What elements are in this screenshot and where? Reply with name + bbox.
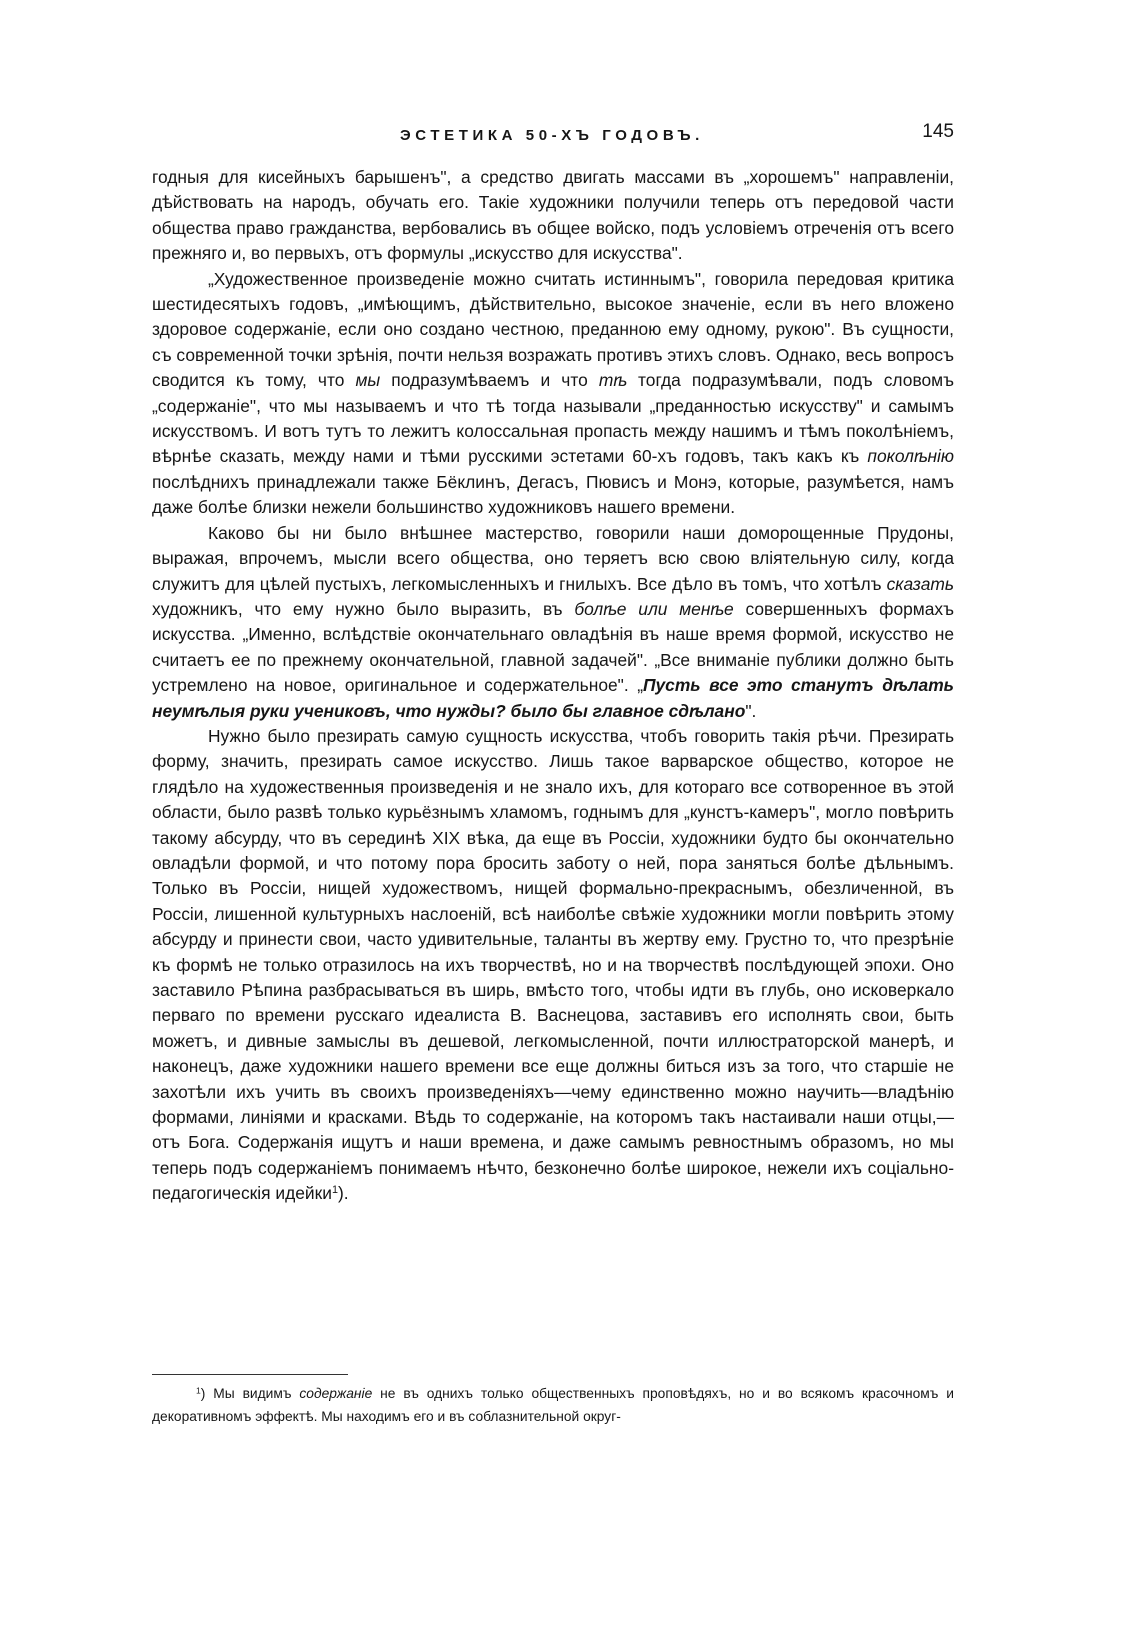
footnote-marker: 1	[196, 1385, 201, 1396]
footnote-divider	[152, 1374, 348, 1375]
paragraph-2: „Художественное произведеніе можно считать истиннымъ", говорила передовая критика шестидесятыхъ годовъ, „имѣющимъ, дѣйствительно, высокое значеніе, если въ него вложено здоровое содержаніе, если оно создано честною, преданною ему одному, рукою". Въ сущности, съ современной точки зрѣнія, почти нельзя возражать противъ этихъ словъ. Однако, весь вопросъ сводится къ тому, что мы подразумѣваемъ и что тѣ тогда подразумѣвали, подъ словомъ „содержаніе", что мы называемъ и что тѣ тогда называли „преданностью искусству" и самымъ искусствомъ. И вотъ тутъ то лежитъ колоссальная пропасть между нашимъ и тѣмъ поколѣніемъ, вѣрнѣе сказать, между нами и тѣми русскими эстетами 60-хъ годовъ, такъ какъ къ поколѣнію послѣднихъ принадлежали также Бёклинъ, Дегасъ, Пювисъ и Монэ, которые, разумѣется, намъ даже болѣе близки нежели большинство художниковъ нашего времени.	[152, 268, 954, 518]
running-title: ЭСТЕТИКА 50-ХЪ ГОДОВЪ.	[400, 127, 704, 144]
footnote-reference: 1	[331, 1184, 338, 1197]
paragraph-1: годныя для кисейныхъ барышенъ", а средство двигать массами въ „хорошемъ" направленіи, дѣйствовать на народъ, обучать его. Такіе художники получили теперь отъ передовой части общества право гражданства, вербовались въ общее войско, подъ условіемъ отреченія отъ всего прежняго и, во первыхъ, отъ формулы „искусство для искусства".	[152, 167, 954, 264]
italic-emphasis: поколѣнію	[867, 446, 954, 467]
italic-emphasis: сказать	[886, 573, 954, 594]
italic-emphasis: мы	[355, 370, 381, 391]
page-number: 145	[922, 121, 954, 142]
paragraph-4: Нужно было презирать самую сущность искусства, чтобъ говорить такія рѣчи. Презирать форму, значить, презирать самое искусство. Лишь такое варварское общество, которое не глядѣло на художественныя произведенія и не знало ихъ, для котораго все сотворенное въ этой области, было развѣ только курьёзнымъ хламомъ, годнымъ для „кунстъ-камеръ", могло повѣрить такому абсурду, что въ серединѣ XIX вѣка, да еще въ Россіи, художники будто бы окончательно овладѣли формой, и что потому пора бросить заботу о ней, пора заняться болѣе дѣльнымъ. Только въ Россіи, нищей художествомъ, нищей формально-прекраснымъ, обезличенной, въ Россіи, лишенной культурныхъ наслоеній, всѣ наиболѣе свѣжіе художники могли повѣрить этому абсурду и принести свои, часто удивительные, таланты въ жертву ему. Грустно то, что презрѣніе къ формѣ не только отразилось на ихъ творчествѣ, но и на творчествѣ послѣдующей эпохи. Оно заставило Рѣпина разбрасываться въ ширь, вмѣсто того, чтобы идти въ глубь, оно исковеркало перваго по времени русскаго идеалиста В. Васнецова, заставивъ его исполнять свои, быть можетъ, и дивные замыслы въ дешевой, легкомысленной, почти иллюстраторской манерѣ, и наконецъ, даже художники нашего времени все еще должны биться изъ за того, что старшіе не захотѣли ихъ учить въ своихъ произведеніяхъ—чему единственно можно научить—владѣнію формами, линіями и красками. Вѣдь то содержаніе, на которомъ такъ настаивали наши отцы,—отъ Бога. Содержанія ищутъ и наши времена, и даже самымъ ревностнымъ образомъ, но мы теперь подъ содержаніемъ понимаемъ нѣчто, безконечно болѣе широкое, нежели ихъ соціально-педагогическія идейки$^1$).	[152, 725, 954, 1204]
italic-emphasis: содержаніе	[299, 1386, 373, 1401]
main-text	[152, 165, 954, 1207]
page-header	[152, 121, 954, 151]
paragraph-3: Каково бы ни было внѣшнее мастерство, говорили наши доморощенные Прудоны, выражая, впрочемъ, мысли всего общества, оно теряетъ всю свою вліятельную силу, когда служитъ для цѣлей пустыхъ, легкомысленныхъ и гнилыхъ. Все дѣло въ томъ, что хотѣлъ сказать художникъ, что ему нужно было выразить, въ болѣе или менѣе совершенныхъ формахъ искусства. „Именно, вслѣдствіе окончательнаго овладѣнія въ наше время формой, искусство не считаетъ ее по прежнему окончательной, главной задачей". „Все вниманіе публики должно быть устремлено на новое, оригинальное и содержательное". „Пусть все это станутъ дѣлать неумѣлыя руки учениковъ, что нужды? было бы главное сдѣлано".	[152, 522, 954, 721]
footnote: $^1$) Мы видимъ содержаніе не въ однихъ только общественныхъ проповѣдяхъ, но и во всякомъ красочномъ и декоративномъ эффектѣ. Мы находимъ его и въ соблазнительной округ-	[152, 1385, 955, 1424]
italic-quote: Пусть все это станутъ дѣлать неумѣлыя руки учениковъ, что нужды? было бы главное сдѣлано	[152, 675, 954, 721]
italic-emphasis: болѣе или менѣе	[574, 598, 734, 619]
italic-emphasis: тѣ	[598, 370, 627, 391]
